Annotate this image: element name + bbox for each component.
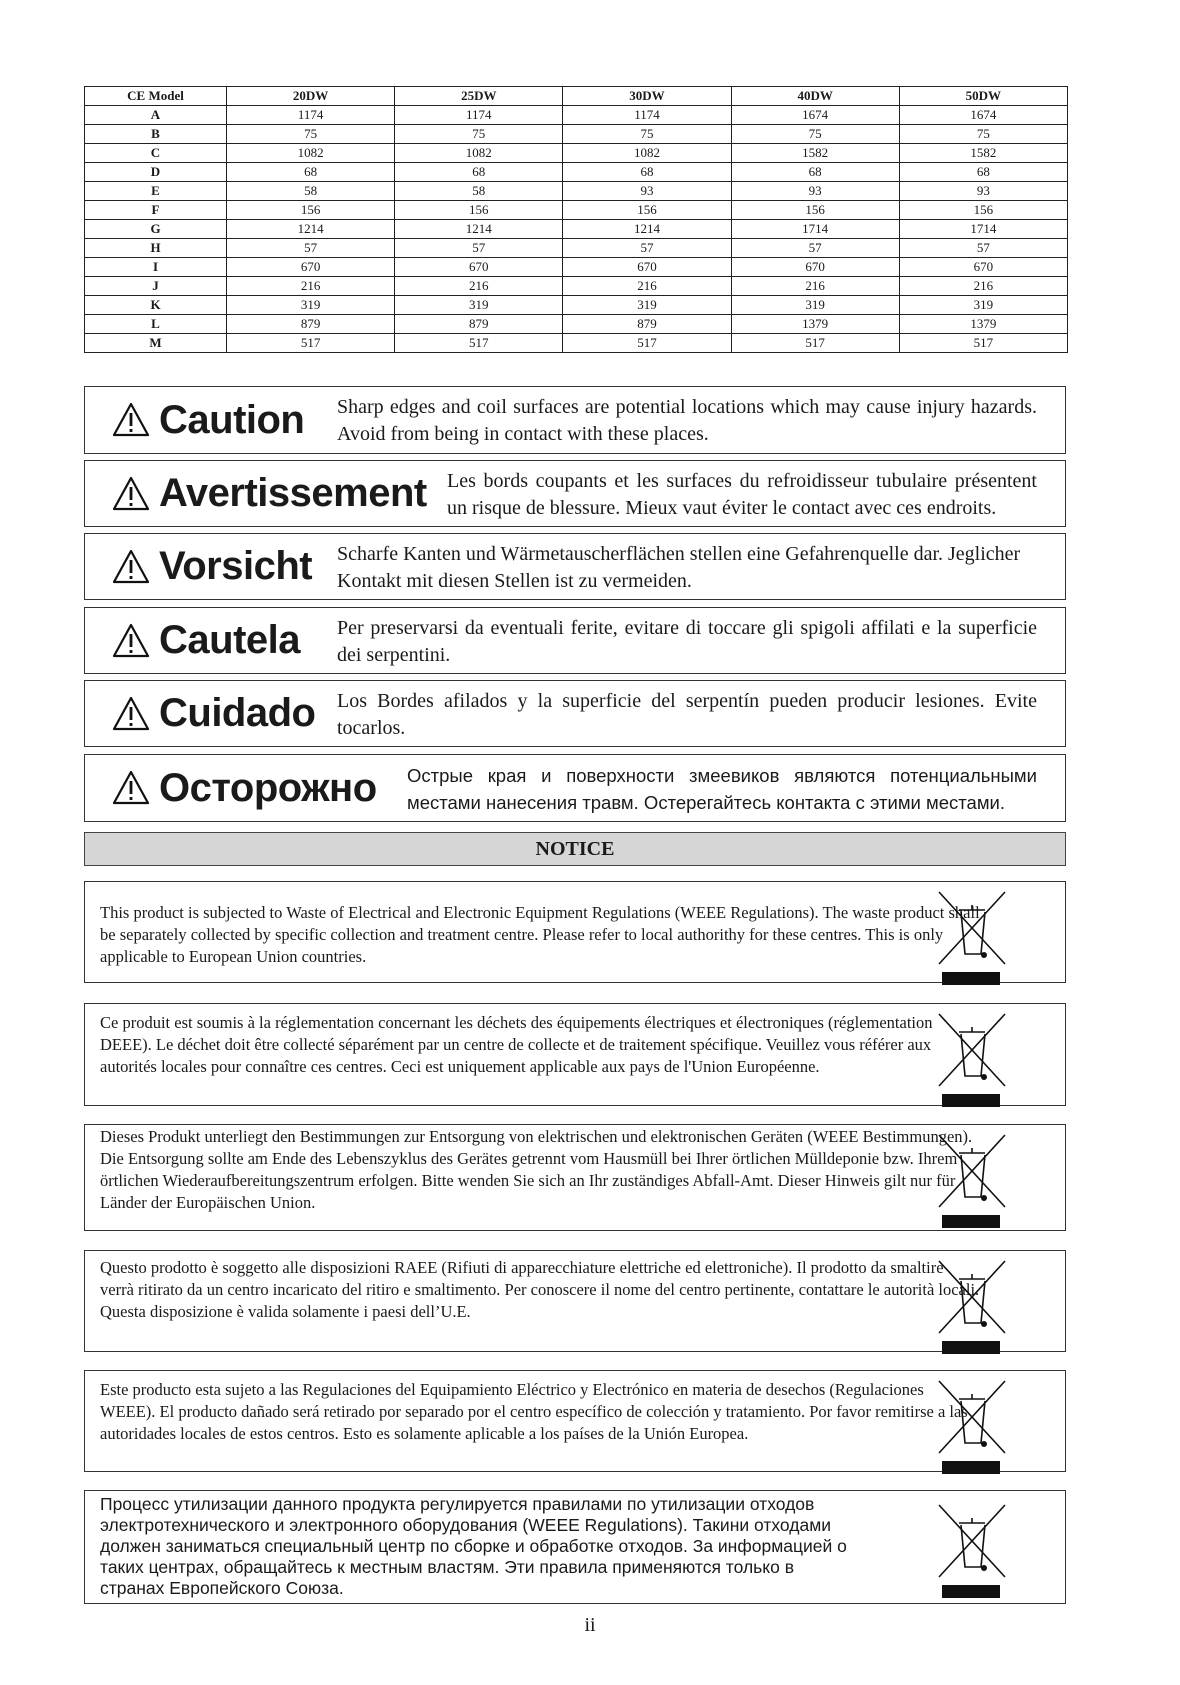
table-row bbox=[85, 220, 1068, 239]
column-header: 50DW bbox=[899, 87, 1067, 106]
table-cell: 1379 bbox=[731, 315, 899, 334]
table-cell: 879 bbox=[395, 315, 563, 334]
table-cell: 1582 bbox=[899, 144, 1067, 163]
table-cell: 319 bbox=[563, 296, 731, 315]
table-cell: 156 bbox=[899, 201, 1067, 220]
column-header: 40DW bbox=[731, 87, 899, 106]
table-cell: 58 bbox=[227, 182, 395, 201]
table-cell: 517 bbox=[563, 334, 731, 353]
weee-notice-fr bbox=[84, 1003, 1066, 1106]
table-cell: 216 bbox=[731, 277, 899, 296]
table-cell: 1082 bbox=[227, 144, 395, 163]
table-cell: 517 bbox=[227, 334, 395, 353]
row-label: J bbox=[85, 277, 227, 296]
table-cell: 57 bbox=[227, 239, 395, 258]
table-cell: 68 bbox=[227, 163, 395, 182]
table-cell: 156 bbox=[563, 201, 731, 220]
table-cell: 93 bbox=[899, 182, 1067, 201]
table-cell: 57 bbox=[899, 239, 1067, 258]
table-cell: 1174 bbox=[563, 106, 731, 125]
crossed-out-wheelie-bin-icon bbox=[937, 1012, 1007, 1112]
row-label: A bbox=[85, 106, 227, 125]
table-cell: 68 bbox=[899, 163, 1067, 182]
notice-text: Ce produit est soumis à la réglementation concernant les déchets des équipements électriques et électroniques (réglementation DEEE). Le déchet doit être collecté séparément par un centre de collecte et de traitement spécifique. Veuillez vous référer aux autorités locales pour connaître ces centres. Ceci est uniquement applicable aux pays de l'Union Européenne. bbox=[100, 1013, 933, 1076]
table-cell: 319 bbox=[395, 296, 563, 315]
notice-text: Процесс утилизации данного продукта регулируется правилами по утилизации отходов электротехнического и электронного оборудования (WEEE Regulations). Такини отходами должен заниматься специальный центр по сборке и обработке отходов. За информацией о таких центрах, обращайтесь к местным властям. Эти правила применяются только в странах Европейского Союза. bbox=[100, 1494, 847, 1598]
table-cell: 68 bbox=[395, 163, 563, 182]
table-cell: 156 bbox=[227, 201, 395, 220]
row-label: L bbox=[85, 315, 227, 334]
warning-text: Les bords coupants et les surfaces du refroidisseur tubulaire présentent un risque de blessure. Mieux vaut éviter le contact avec ces endroits. bbox=[447, 470, 1037, 519]
caution-box-it bbox=[84, 607, 1066, 674]
caution-box-es bbox=[84, 680, 1066, 747]
table-cell: 1082 bbox=[563, 144, 731, 163]
weee-notice-es bbox=[84, 1370, 1066, 1472]
table-cell: 1714 bbox=[899, 220, 1067, 239]
warning-triangle-icon bbox=[111, 622, 151, 660]
weee-notice-de bbox=[84, 1124, 1066, 1231]
table-row bbox=[85, 277, 1068, 296]
table-cell: 93 bbox=[563, 182, 731, 201]
table-cell: 93 bbox=[731, 182, 899, 201]
warning-triangle-icon bbox=[111, 769, 151, 807]
notice-text: Dieses Produkt unterliegt den Bestimmungen zur Entsorgung von elektrischen und elektronischen Geräten (WEEE Bestimmungen). Die Entsorgung sollte am Ende des Lebenszyklus des Gerätes getrennt vom Hausmüll bei Ihrer örtlichen Mülldeponie bzw. Ihrem örtlichen Wiederaufbereitungszentrum erfolgen. Bitte wenden Sie sich an Ihr zuständiges Abfall-Amt. Dieser Hinweis gilt nur für Länder der Europäischen Union. bbox=[100, 1127, 973, 1212]
table-row bbox=[85, 334, 1068, 353]
table-cell: 1674 bbox=[731, 106, 899, 125]
row-label: I bbox=[85, 258, 227, 277]
table-cell: 216 bbox=[563, 277, 731, 296]
warning-text: Scharfe Kanten und Wärmetauscherflächen stellen eine Gefahrenquelle dar. Jeglicher Kontakt mit diesen Stellen ist zu vermeiden. bbox=[337, 543, 1021, 592]
table-cell: 1214 bbox=[395, 220, 563, 239]
column-header: 20DW bbox=[227, 87, 395, 106]
row-label: C bbox=[85, 144, 227, 163]
table-cell: 670 bbox=[395, 258, 563, 277]
table-cell: 1714 bbox=[731, 220, 899, 239]
table-row bbox=[85, 182, 1068, 201]
table-cell: 1174 bbox=[395, 106, 563, 125]
row-label: B bbox=[85, 125, 227, 144]
table-row bbox=[85, 315, 1068, 334]
warning-triangle-icon bbox=[111, 548, 151, 586]
warning-triangle-icon bbox=[111, 695, 151, 733]
table-row bbox=[85, 144, 1068, 163]
table-cell: 670 bbox=[731, 258, 899, 277]
table-cell: 1674 bbox=[899, 106, 1067, 125]
caution-box-en bbox=[84, 386, 1066, 454]
crossed-out-wheelie-bin-icon bbox=[937, 1259, 1007, 1359]
notice-text: Questo prodotto è soggetto alle disposizioni RAEE (Rifiuti di apparecchiature elettriche ed elettroniche). Il prodotto da smaltire verrà ritirato da un centro incaricato del ritiro e smaltimento. Per conoscere il nome del centro pertinente, contattare le autorità locali. Questa disposizione è valida solamente i paesi dell’U.E. bbox=[100, 1258, 980, 1321]
row-label: K bbox=[85, 296, 227, 315]
page-number: ii bbox=[584, 1614, 596, 1636]
weee-notice-en bbox=[84, 881, 1066, 983]
table-cell: 57 bbox=[563, 239, 731, 258]
table-cell: 1582 bbox=[731, 144, 899, 163]
caution-box-fr bbox=[84, 460, 1066, 527]
table-row bbox=[85, 258, 1068, 277]
warning-text: Los Bordes afilados y la superficie del serpentín pueden producir lesiones. Evite tocarlos. bbox=[337, 690, 1037, 739]
table-cell: 517 bbox=[899, 334, 1067, 353]
table-row bbox=[85, 125, 1068, 144]
table-cell: 57 bbox=[731, 239, 899, 258]
table-cell: 517 bbox=[731, 334, 899, 353]
warning-title: Cuidado bbox=[159, 691, 316, 735]
table-cell: 319 bbox=[731, 296, 899, 315]
table-cell: 75 bbox=[899, 125, 1067, 144]
table-cell: 156 bbox=[731, 201, 899, 220]
table-cell: 670 bbox=[563, 258, 731, 277]
table-cell: 75 bbox=[563, 125, 731, 144]
table-cell: 1214 bbox=[227, 220, 395, 239]
warning-title: Caution bbox=[159, 397, 305, 442]
notice-text: This product is subjected to Waste of Electrical and Electronic Equipment Regulations (WEEE Regulations). The waste product shall be separately collected by specific collection and treatment centre. Please refer to local authorithy for these centres. This is only applicable to European Union countries. bbox=[100, 903, 980, 966]
warning-text: Per preservarsi da eventuali ferite, evitare di toccare gli spigoli affilati e la superficie dei serpentini. bbox=[337, 617, 1037, 666]
table-row bbox=[85, 239, 1068, 258]
table-row bbox=[85, 201, 1068, 220]
row-label: M bbox=[85, 334, 227, 353]
table-cell: 75 bbox=[731, 125, 899, 144]
crossed-out-wheelie-bin-icon bbox=[937, 1133, 1007, 1233]
table-cell: 319 bbox=[227, 296, 395, 315]
table-cell: 319 bbox=[899, 296, 1067, 315]
table-cell: 879 bbox=[563, 315, 731, 334]
table-cell: 670 bbox=[227, 258, 395, 277]
table-cell: 879 bbox=[227, 315, 395, 334]
caution-box-ru bbox=[84, 754, 1066, 822]
row-label: E bbox=[85, 182, 227, 201]
table-cell: 216 bbox=[899, 277, 1067, 296]
warning-text: Острые края и поверхности змеевиков являются потенциальными местами нанесения травм. Остерегайтесь контакта с этими местами. bbox=[407, 765, 1037, 813]
table-cell: 216 bbox=[227, 277, 395, 296]
row-label: D bbox=[85, 163, 227, 182]
table-cell: 75 bbox=[395, 125, 563, 144]
row-label: H bbox=[85, 239, 227, 258]
table-cell: 58 bbox=[395, 182, 563, 201]
warning-title: Cautela bbox=[159, 618, 300, 662]
table-cell: 1082 bbox=[395, 144, 563, 163]
warning-title: Vorsicht bbox=[159, 544, 313, 588]
table-header-row bbox=[85, 87, 1068, 106]
weee-notice-ru bbox=[84, 1490, 1066, 1604]
warning-text: Sharp edges and coil surfaces are potential locations which may cause injury hazards. Avoid from being in contact with these places. bbox=[337, 396, 1037, 445]
warning-title: Осторожно bbox=[159, 765, 377, 810]
table-cell: 156 bbox=[395, 201, 563, 220]
warning-title: Avertissement bbox=[159, 471, 427, 515]
caution-box-de bbox=[84, 533, 1066, 600]
dimension-table bbox=[84, 86, 1068, 353]
table-row bbox=[85, 163, 1068, 182]
table-cell: 75 bbox=[227, 125, 395, 144]
table-row bbox=[85, 296, 1068, 315]
weee-notice-it bbox=[84, 1250, 1066, 1352]
row-label: G bbox=[85, 220, 227, 239]
table-cell: 1174 bbox=[227, 106, 395, 125]
table-cell: 57 bbox=[395, 239, 563, 258]
table-cell: 216 bbox=[395, 277, 563, 296]
crossed-out-wheelie-bin-icon bbox=[937, 890, 1007, 990]
table-cell: 1214 bbox=[563, 220, 731, 239]
crossed-out-wheelie-bin-icon bbox=[937, 1379, 1007, 1479]
table-row bbox=[85, 106, 1068, 125]
notice-heading: NOTICE bbox=[84, 832, 1066, 866]
row-label: F bbox=[85, 201, 227, 220]
crossed-out-wheelie-bin-icon bbox=[937, 1503, 1007, 1603]
table-cell: 1379 bbox=[899, 315, 1067, 334]
column-header: CE Model bbox=[85, 87, 227, 106]
table-cell: 68 bbox=[731, 163, 899, 182]
notice-text: Este producto esta sujeto a las Regulaciones del Equipamiento Eléctrico y Electrónico en materia de desechos (Regulaciones WEEE). El producto dañado será retirado por separado por el centro específico de colección y tratamiento. Por favor remitirse a las autoridades locales de estos centros. Esto es solamente aplicable a los países de la Unión Europea. bbox=[100, 1380, 968, 1443]
table-cell: 517 bbox=[395, 334, 563, 353]
column-header: 25DW bbox=[395, 87, 563, 106]
warning-triangle-icon bbox=[111, 401, 151, 439]
warning-triangle-icon bbox=[111, 475, 151, 513]
column-header: 30DW bbox=[563, 87, 731, 106]
table-cell: 68 bbox=[563, 163, 731, 182]
table-cell: 670 bbox=[899, 258, 1067, 277]
